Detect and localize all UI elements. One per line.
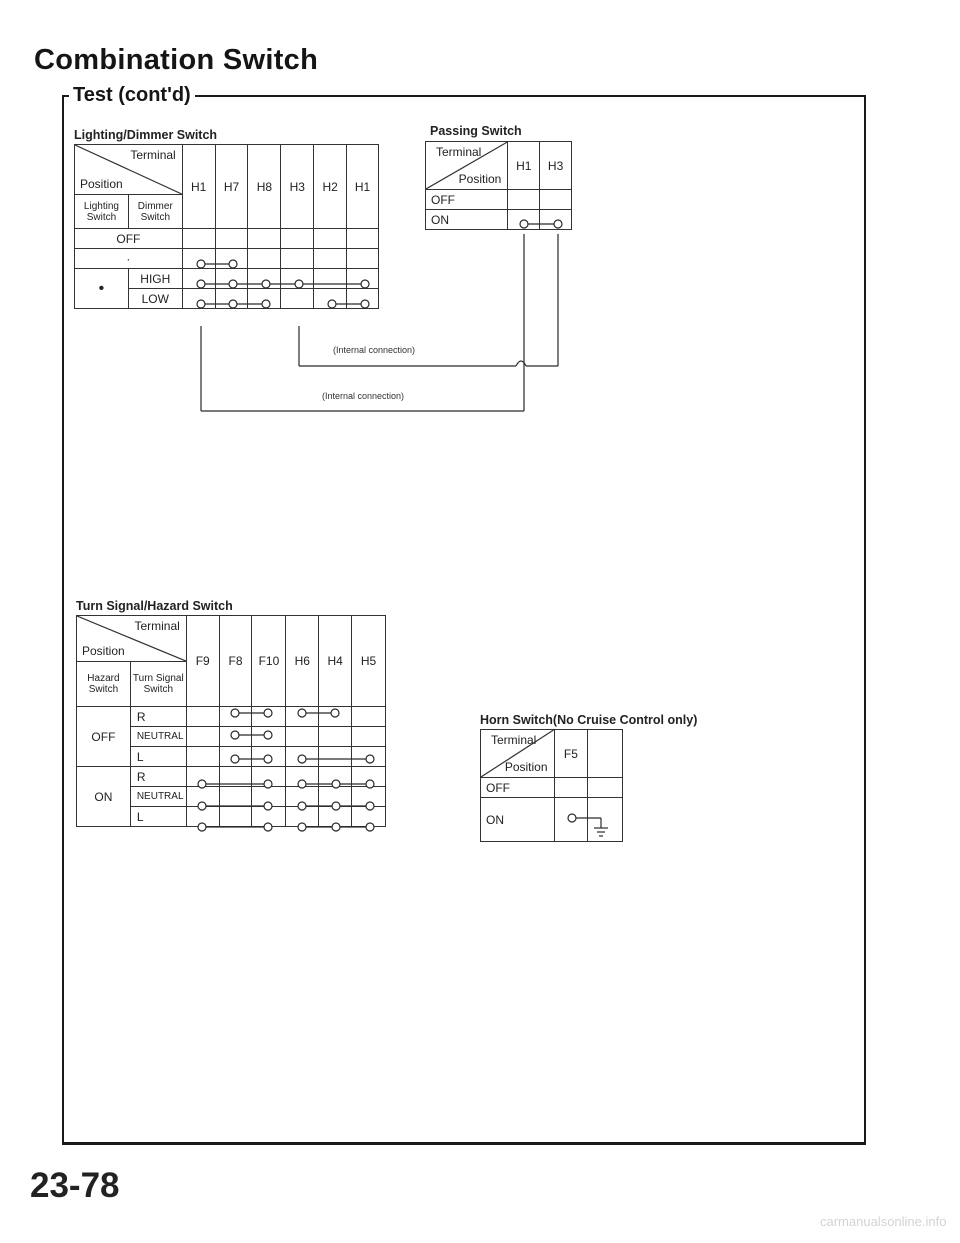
passing-switch-table bbox=[425, 141, 572, 230]
row-low: LOW bbox=[128, 289, 182, 309]
header-terminal: Terminal bbox=[130, 148, 176, 162]
row-neutral: NEUTRAL bbox=[130, 727, 186, 747]
terminal-header: H8 bbox=[248, 145, 281, 229]
terminal-header: H5 bbox=[352, 616, 386, 707]
page-title: Combination Switch bbox=[34, 44, 319, 76]
row-on: ON bbox=[481, 798, 555, 842]
turn-signal-switch-label: Turn Signal Switch bbox=[130, 662, 186, 707]
terminal-header: H4 bbox=[319, 616, 352, 707]
terminal-header: H1 bbox=[508, 142, 540, 190]
internal-connection-note: (Internal connection) bbox=[333, 345, 416, 355]
header-position: Position bbox=[504, 760, 548, 774]
hazard-switch-label: Hazard Switch bbox=[77, 662, 131, 707]
terminal-header: H3 bbox=[540, 142, 572, 190]
page-number: 23-78 bbox=[30, 1166, 120, 1205]
row-off: OFF bbox=[426, 190, 508, 210]
header-terminal: Terminal bbox=[436, 145, 482, 159]
row-r: R bbox=[130, 767, 186, 787]
row-high: HIGH bbox=[128, 269, 182, 289]
section-title: Test (cont'd) bbox=[69, 84, 195, 107]
turn-hazard-table bbox=[76, 615, 386, 827]
row-l: L bbox=[130, 807, 186, 827]
group-off: OFF bbox=[77, 707, 131, 767]
row-on: ON bbox=[426, 210, 508, 230]
terminal-header: F10 bbox=[252, 616, 286, 707]
row-r: R bbox=[130, 707, 186, 727]
internal-connection-note: (Internal connection) bbox=[322, 391, 405, 401]
turn-hazard-caption: Turn Signal/Hazard Switch bbox=[76, 599, 233, 613]
header-position: Position bbox=[80, 177, 123, 191]
lighting-dimmer-caption: Lighting/Dimmer Switch bbox=[74, 128, 218, 142]
terminal-header: H1 bbox=[347, 145, 379, 229]
lighting-switch-label: Lighting Switch bbox=[75, 195, 129, 229]
row-neutral: NEUTRAL bbox=[130, 787, 186, 807]
horn-switch-caption: Horn Switch(No Cruise Control only) bbox=[480, 713, 698, 727]
terminal-header: F5 bbox=[554, 730, 588, 778]
terminal-header: H3 bbox=[281, 145, 314, 229]
header-diagonal-cell bbox=[77, 616, 187, 662]
header-position: Position bbox=[458, 172, 502, 186]
row-parking-dot: · bbox=[75, 249, 183, 269]
passing-switch-caption: Passing Switch bbox=[430, 124, 522, 138]
terminal-header: H7 bbox=[215, 145, 248, 229]
terminal-header: F8 bbox=[219, 616, 252, 707]
row-off: OFF bbox=[481, 778, 555, 798]
dimmer-switch-label: Dimmer Switch bbox=[128, 195, 182, 229]
terminal-header: F9 bbox=[186, 616, 219, 707]
terminal-header: H2 bbox=[314, 145, 347, 229]
header-diagonal-cell bbox=[426, 142, 508, 190]
row-headlight-dot: • bbox=[75, 269, 129, 309]
group-on: ON bbox=[77, 767, 131, 827]
terminal-header: H6 bbox=[286, 616, 319, 707]
terminal-header: H1 bbox=[182, 145, 215, 229]
header-diagonal-cell bbox=[481, 730, 555, 778]
lighting-dimmer-table bbox=[74, 144, 379, 309]
header-position: Position bbox=[82, 644, 125, 658]
watermark: carmanualsonline.info bbox=[820, 1214, 947, 1229]
header-terminal: Terminal bbox=[134, 619, 180, 633]
row-l: L bbox=[130, 747, 186, 767]
header-diagonal-cell bbox=[75, 145, 183, 195]
row-off: OFF bbox=[75, 229, 183, 249]
header-terminal: Terminal bbox=[491, 733, 537, 747]
horn-switch-table bbox=[480, 729, 623, 842]
